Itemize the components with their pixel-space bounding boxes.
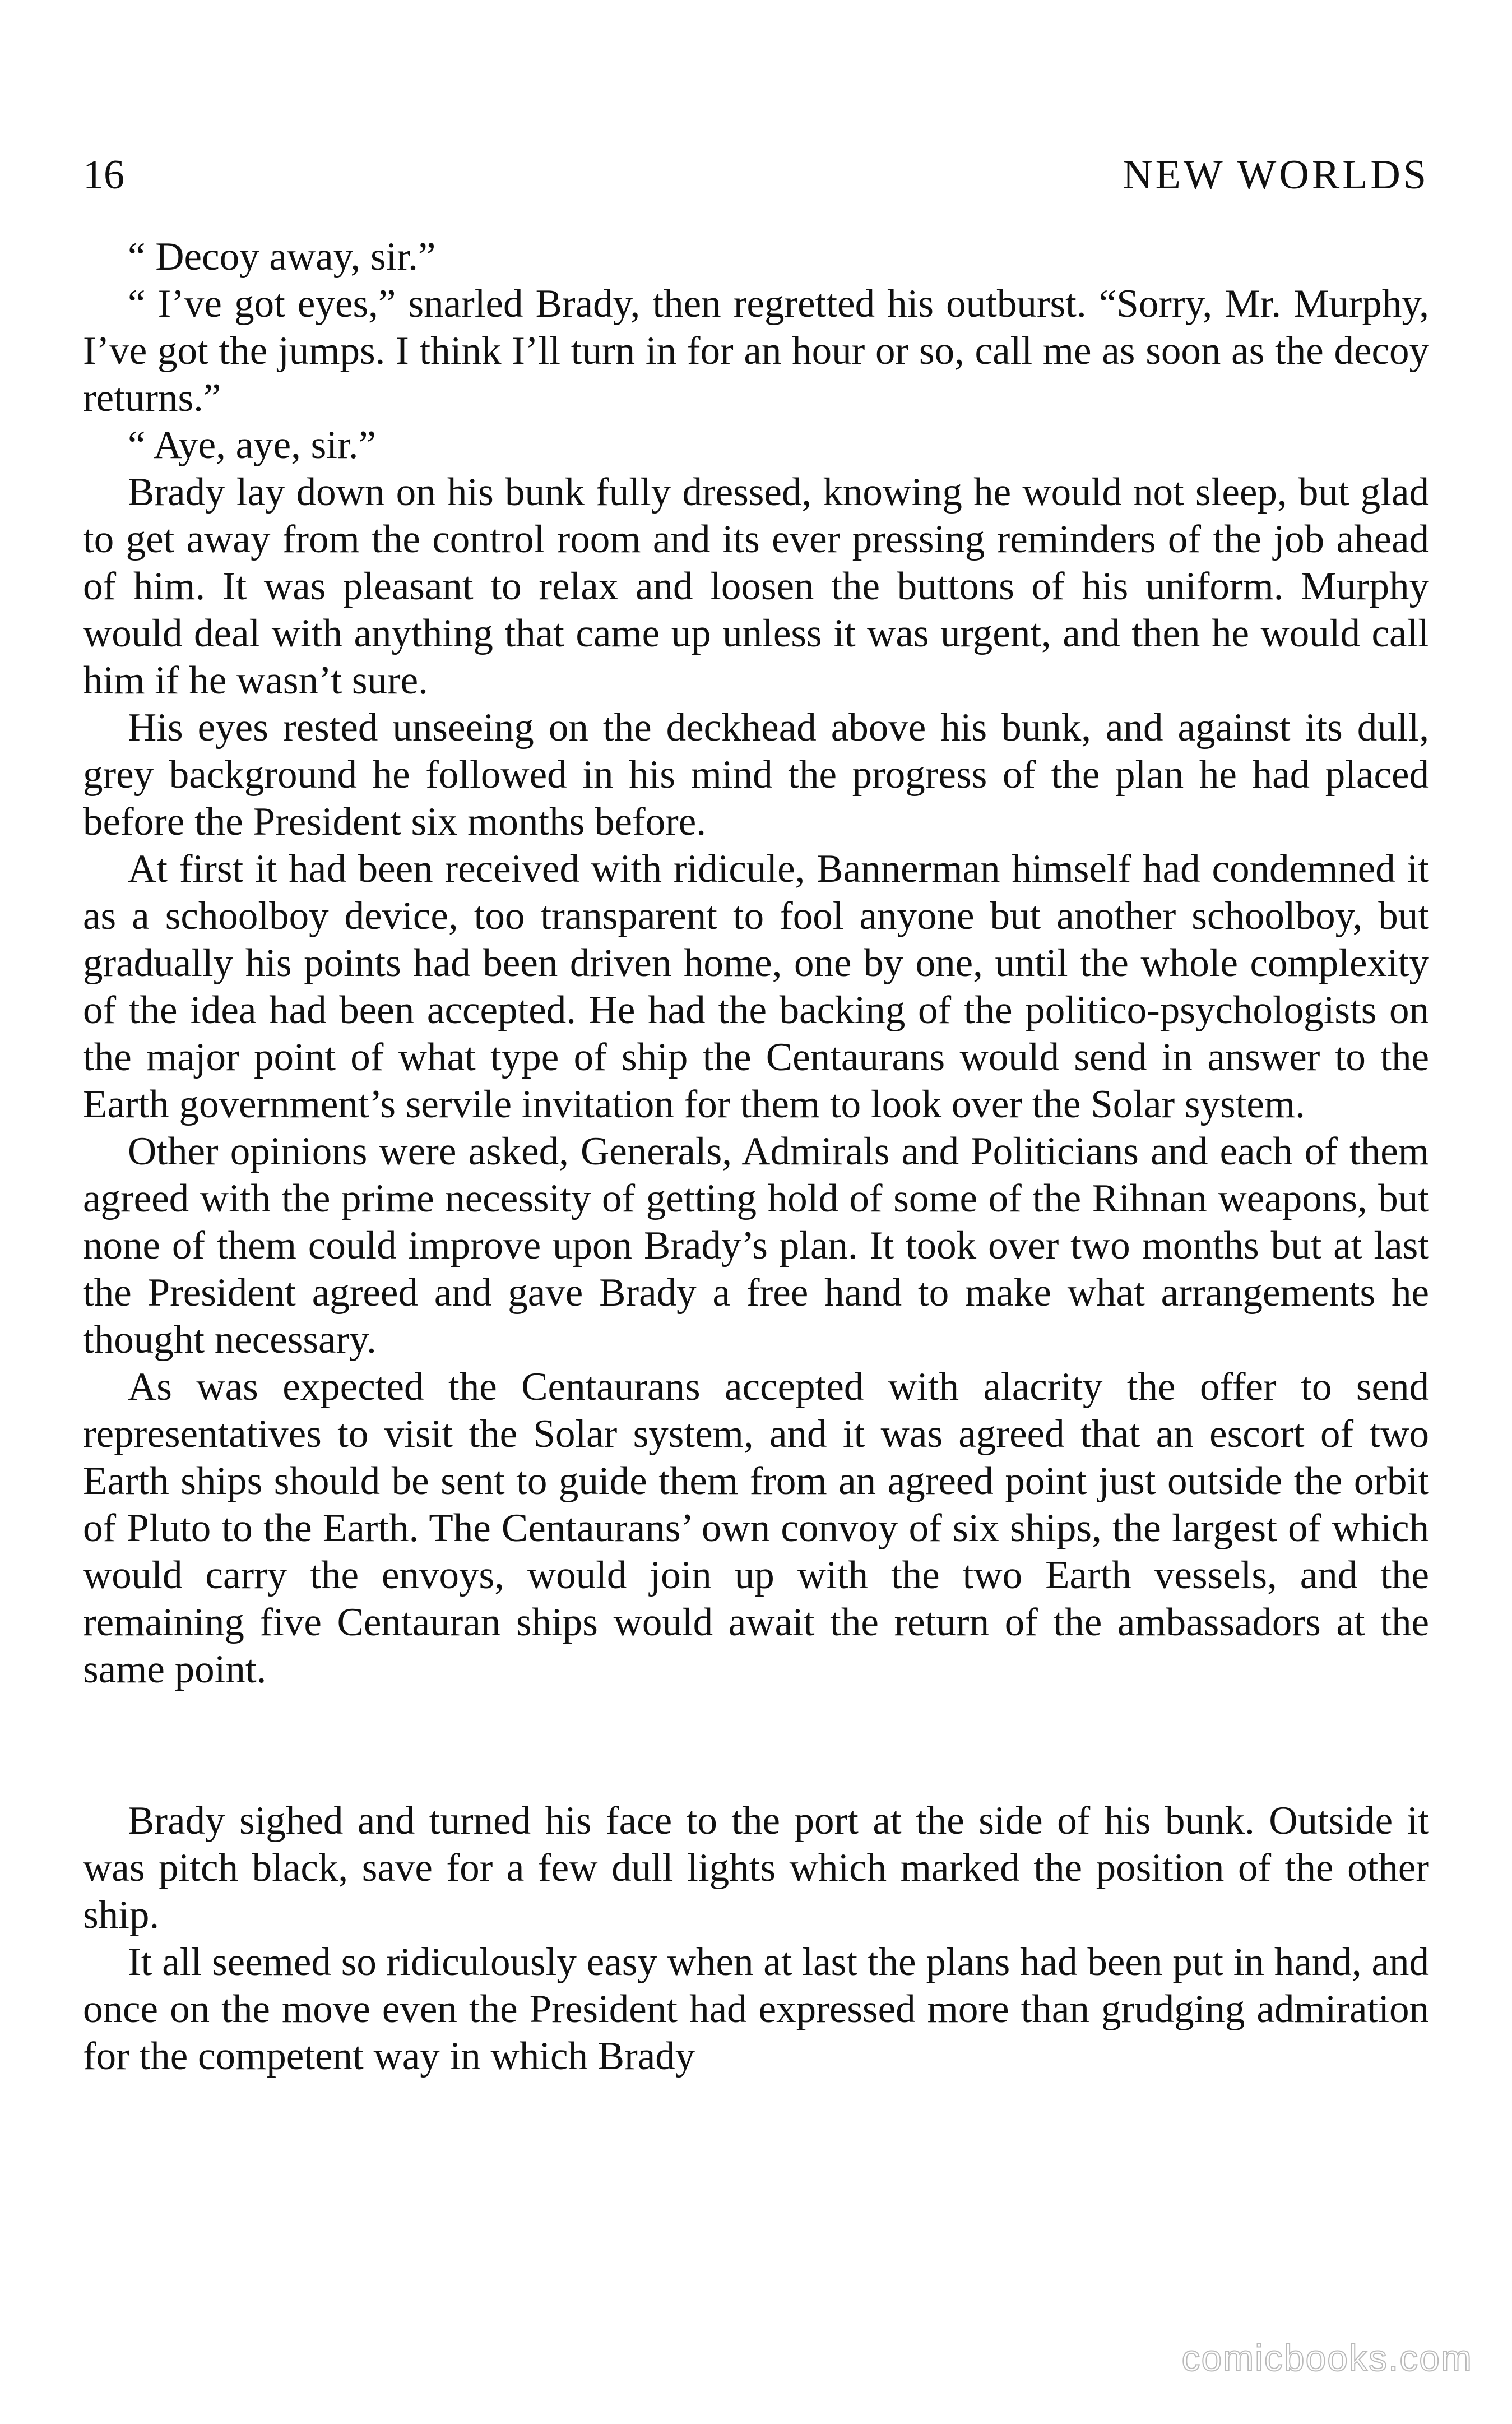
paragraph-4: Brady lay down on his bunk fully dressed, knowing he would not sleep, but glad to get away from the control room and its ever pressing reminders of the job ahead of him. It was pleasant to relax and loosen the buttons of his uniform. Murphy would deal with anything that came up unless it was urgent, and then he would call him if he wasn’t sure. bbox=[83, 470, 1429, 702]
story-text bbox=[83, 233, 1429, 2080]
paragraph-6: At first it had been received with ridicule, Bannerman himself had condemned it as a schoolboy device, too transparent to fool anyone but another schoolboy, but gradually his points had been driven home, one by one, until the whole complexity of the idea had been accepted. He had the backing of the politico-psychologists on the major point of what type of ship the Centaurans would send in answer to the Earth government’s servile invitation for them to look over the Solar system. bbox=[83, 847, 1429, 1126]
paragraph-3: “ Aye, aye, sir.” bbox=[128, 423, 376, 467]
page-number: 16 bbox=[83, 152, 124, 198]
paragraph-2: “ I’ve got eyes,” snarled Brady, then regretted his outburst. “Sorry, Mr. Murphy, I’ve got the jumps. I think I’ll turn in for an hour or so, call me as soon as the decoy returns.” bbox=[83, 282, 1429, 420]
paragraph-7: Other opinions were asked, Generals, Admirals and Politicians and each of them agreed with the prime necessity of getting hold of some of the Rihnan weapons, but none of them could improve upon Brady’s plan. It took over two months but at last the President agreed and gave Brady a free hand to make what arrangements he thought necessary. bbox=[83, 1130, 1429, 1362]
running-title: NEW WORLDS bbox=[1123, 152, 1429, 198]
paragraph-8: As was expected the Centaurans accepted with alacrity the offer to send representatives to visit the Solar system, and it was agreed that an escort of two Earth ships should be sent to guide them from an agreed point just outside the orbit of Pluto to the Earth. The Centaurans’ own convoy of six ships, the largest of which would carry the envoys, would join up with the two Earth vessels, and the remaining five Centauran ships would await the return of the ambassadors at the same point. bbox=[83, 1365, 1429, 1691]
paragraph-10: It all seemed so ridiculously easy when at last the plans had been put in hand, and once on the move even the President had expressed more than grudging admiration for the competent way in which Brady bbox=[83, 1940, 1429, 2078]
running-header bbox=[83, 151, 1429, 207]
paragraph-1: “ Decoy away, sir.” bbox=[128, 235, 436, 279]
page bbox=[83, 151, 1429, 2080]
section-break bbox=[83, 1693, 1429, 1797]
paragraph-9: Brady sighed and turned his face to the port at the side of his bunk. Outside it was pitch black, save for a few dull lights which marked the position of the other ship. bbox=[83, 1799, 1429, 1937]
paragraph-5: His eyes rested unseeing on the deckhead above his bunk, and against its dull, grey background he followed in his mind the progress of the plan he had placed before the President six months before. bbox=[83, 706, 1429, 844]
site-watermark: comicbooks.com bbox=[1181, 2337, 1473, 2379]
